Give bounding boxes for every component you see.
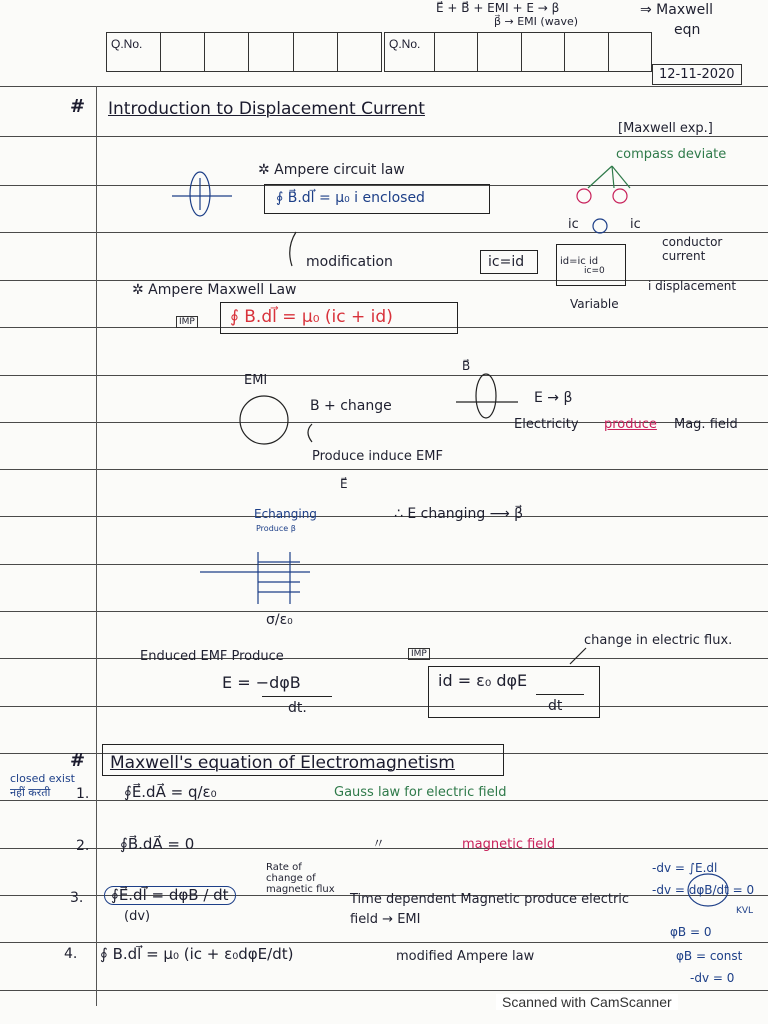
dphi-circle [688,874,728,906]
change-flux-note: change in electric flux. [584,633,733,648]
imp-tag: IMP [176,316,198,328]
eq2-num: 2. [76,838,90,854]
b-change-label: B + change [310,398,392,414]
eq3-sub: (dv) [124,909,151,924]
id-eq-denominator: dt [548,698,563,714]
emf-eq-numerator: E = −dφB [222,673,301,692]
compass-note: compass deviate [616,147,727,162]
eq4-formula: ∮ B.dl⃗ = μ₀ (ic + ε₀dφE/dt) [100,945,294,963]
top-note-line2: β⃗ → EMI (wave) [494,15,579,28]
e-vector-label: E⃗ [340,477,348,491]
maxwell-label: ⇒ Maxwell [640,2,713,18]
eqn-label: eqn [674,22,701,38]
section2-title: Maxwell's equation of Electromagnetism [110,753,455,773]
produce-b-label: Produce β [256,524,296,533]
eq1-desc: Gauss law for electric field [334,785,507,800]
ampere-circuit-law: ✲ Ampere circuit law [258,162,405,178]
produce-emf-label: Produce induce EMF [312,449,443,464]
modification-label: modification [306,254,393,270]
emf-eq-denominator: dt. [288,700,307,716]
right-note-1: -dv = ∫E.dl [652,861,718,875]
date-box: 12-11-2020 [652,64,742,85]
mag-field-label: Mag. field [674,417,738,432]
b-vector-label: B⃗ [462,359,471,373]
emi-label: EMI [244,373,268,388]
compass-sketch [577,166,630,233]
right-note-kvl: KVL [736,906,754,916]
eq3-rate-note: Rate of change of magnetic flux [266,862,335,895]
section-hash: # [70,96,86,117]
eq4-desc: modified Ampere law [396,949,535,964]
ic0-note: ic=0 [584,266,605,276]
right-note-5: -dv = 0 [690,971,735,985]
maxwell-exp-note: [Maxwell exp.] [618,121,713,136]
ampere-maxwell-equation: ∮ B.dl⃗ = μ₀ (ic + id) [230,307,393,327]
section1-title: Introduction to Displacement Current [108,99,425,119]
emi-wire-sketch [456,374,518,418]
scanner-watermark: Scanned with CamScanner [496,994,678,1010]
eq2-desc: magnetic field [462,837,556,852]
id-eq-numerator: id = ε₀ dφE [438,671,528,690]
ampere-loop-sketch [172,172,232,216]
sigma-label: σ/ε₀ [266,612,293,628]
side-note: closed exist नहीं करती [10,772,75,800]
eq3-num: 3. [70,890,84,906]
eq2-ditto: 〃 [372,837,386,852]
ic-equals-id: ic=id [488,254,525,270]
variable-note: Variable [570,297,619,311]
produce-label: produce [604,417,657,432]
electricity-label: Electricity [514,417,579,432]
right-note-4: φB = const [676,949,743,963]
eq3-desc: Time dependent Magnetic produce electric field → EMI [350,892,630,928]
qno-label: Q.No. [389,37,421,51]
conductor-current-note: conductor current [662,235,723,263]
modification-arrow [290,232,296,266]
eq1-num: 1. [76,786,90,802]
qno-label: Q.No. [111,37,143,51]
imp-tag-2: IMP [408,648,430,660]
therefore-statement: ∴ E changing ⟶ β⃗ [394,506,524,522]
enduced-emf-label: Enduced EMF Produce [140,649,284,664]
ic-label: ic [568,217,579,232]
ampere-maxwell-law: ✲ Ampere Maxwell Law [132,282,297,298]
right-note-2: -dv = dφB/dt = 0 [652,883,755,897]
section2-hash: # [70,750,86,771]
id-ic-note: id=ic id [560,256,599,267]
eq3-formula: ∮E⃗.dl⃗ = dφB / dt [104,886,236,905]
eq2-formula: ∮B⃗.dA⃗ = 0 [120,835,195,853]
eq1-formula: ∮E⃗.dA⃗ = q/ε₀ [124,783,217,801]
emi-coil-sketch [240,396,312,444]
ic-label-2: ic [630,217,641,232]
top-note-line1: E⃗ + B⃗ + EMI + E → β [436,1,560,15]
eq4-num: 4. [64,946,78,962]
echanging-label: Echanging [254,507,317,521]
e-to-b-note: E → β [534,390,573,406]
flux-arrow [570,648,586,664]
ampere-equation: ∮ B⃗.dl⃗ = μ₀ i enclosed [276,190,425,206]
capacitor-sketch [200,552,310,604]
i-displacement-note: i displacement [648,279,737,293]
right-note-3: φB = 0 [670,925,712,939]
